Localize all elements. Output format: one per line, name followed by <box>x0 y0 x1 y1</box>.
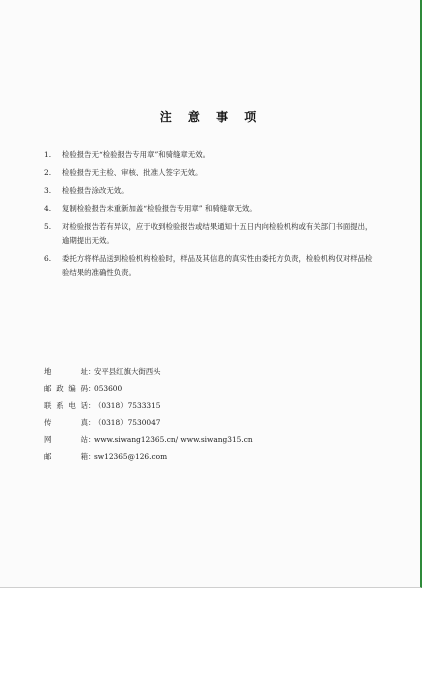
contact-value: 安平县红旗大街西头 <box>94 367 161 376</box>
note-text: 检验报告无主检、审核、批准人签字无效。 <box>62 168 203 177</box>
contact-colon: ： <box>88 401 96 410</box>
note-number: 1. <box>44 150 52 159</box>
note-text: 对检验报告若有异议，应于收到检验报告或结果通知十五日内向检验机构或有关部门书面提出，逾期提出无效。 <box>62 222 373 245</box>
contact-email <box>44 448 374 465</box>
contact-colon: ： <box>88 367 96 376</box>
contact-value: 053600 <box>94 384 123 393</box>
list-item <box>44 220 374 248</box>
contact-postcode <box>44 380 374 397</box>
page-title: 注 意 事 项 <box>159 110 263 124</box>
contact-label: 邮 箱 <box>44 452 88 461</box>
list-item <box>44 252 374 280</box>
contact-label: 地 址 <box>44 367 88 376</box>
contact-colon: ： <box>88 418 96 427</box>
note-number: 2. <box>44 168 52 177</box>
list-item <box>44 184 374 198</box>
contact-label: 联系电话 <box>44 401 88 410</box>
list-item <box>44 148 374 162</box>
note-text: 复制检验报告未重新加盖“检验报告专用章” 和骑缝章无效。 <box>62 204 257 213</box>
list-item <box>44 166 374 180</box>
list-item <box>44 202 374 216</box>
contact-fax <box>44 414 374 431</box>
note-number: 3. <box>44 186 52 195</box>
contact-block <box>44 363 374 465</box>
contact-colon: ： <box>88 452 96 461</box>
contact-colon: ： <box>88 384 96 393</box>
note-text: 检验报告涂改无效。 <box>62 186 129 195</box>
contact-value: www.siwang12365.cn/ www.siwang315.cn <box>94 435 253 444</box>
contact-phone <box>44 397 374 414</box>
note-text: 委托方将样品送到检验机构检验时，样品及其信息的真实性由委托方负责，检验机构仅对样品检验结果的准确性负责。 <box>62 254 373 277</box>
contact-colon: ： <box>88 435 96 444</box>
contact-label: 网 站 <box>44 435 88 444</box>
contact-website <box>44 431 374 448</box>
contact-value: sw12365@126.com <box>94 452 168 461</box>
note-number: 6. <box>44 254 52 263</box>
contact-label: 传 真 <box>44 418 88 427</box>
contact-address <box>44 363 374 380</box>
contact-label: 邮政编码 <box>44 384 88 393</box>
note-number: 4. <box>44 204 52 213</box>
note-text: 检验报告无“检验报告专用章”和骑缝章无效。 <box>62 150 210 159</box>
note-number: 5. <box>44 222 52 231</box>
contact-value: （0318）7530047 <box>94 418 161 427</box>
notes-list <box>44 148 374 284</box>
contact-value: （0318）7533315 <box>94 401 161 410</box>
